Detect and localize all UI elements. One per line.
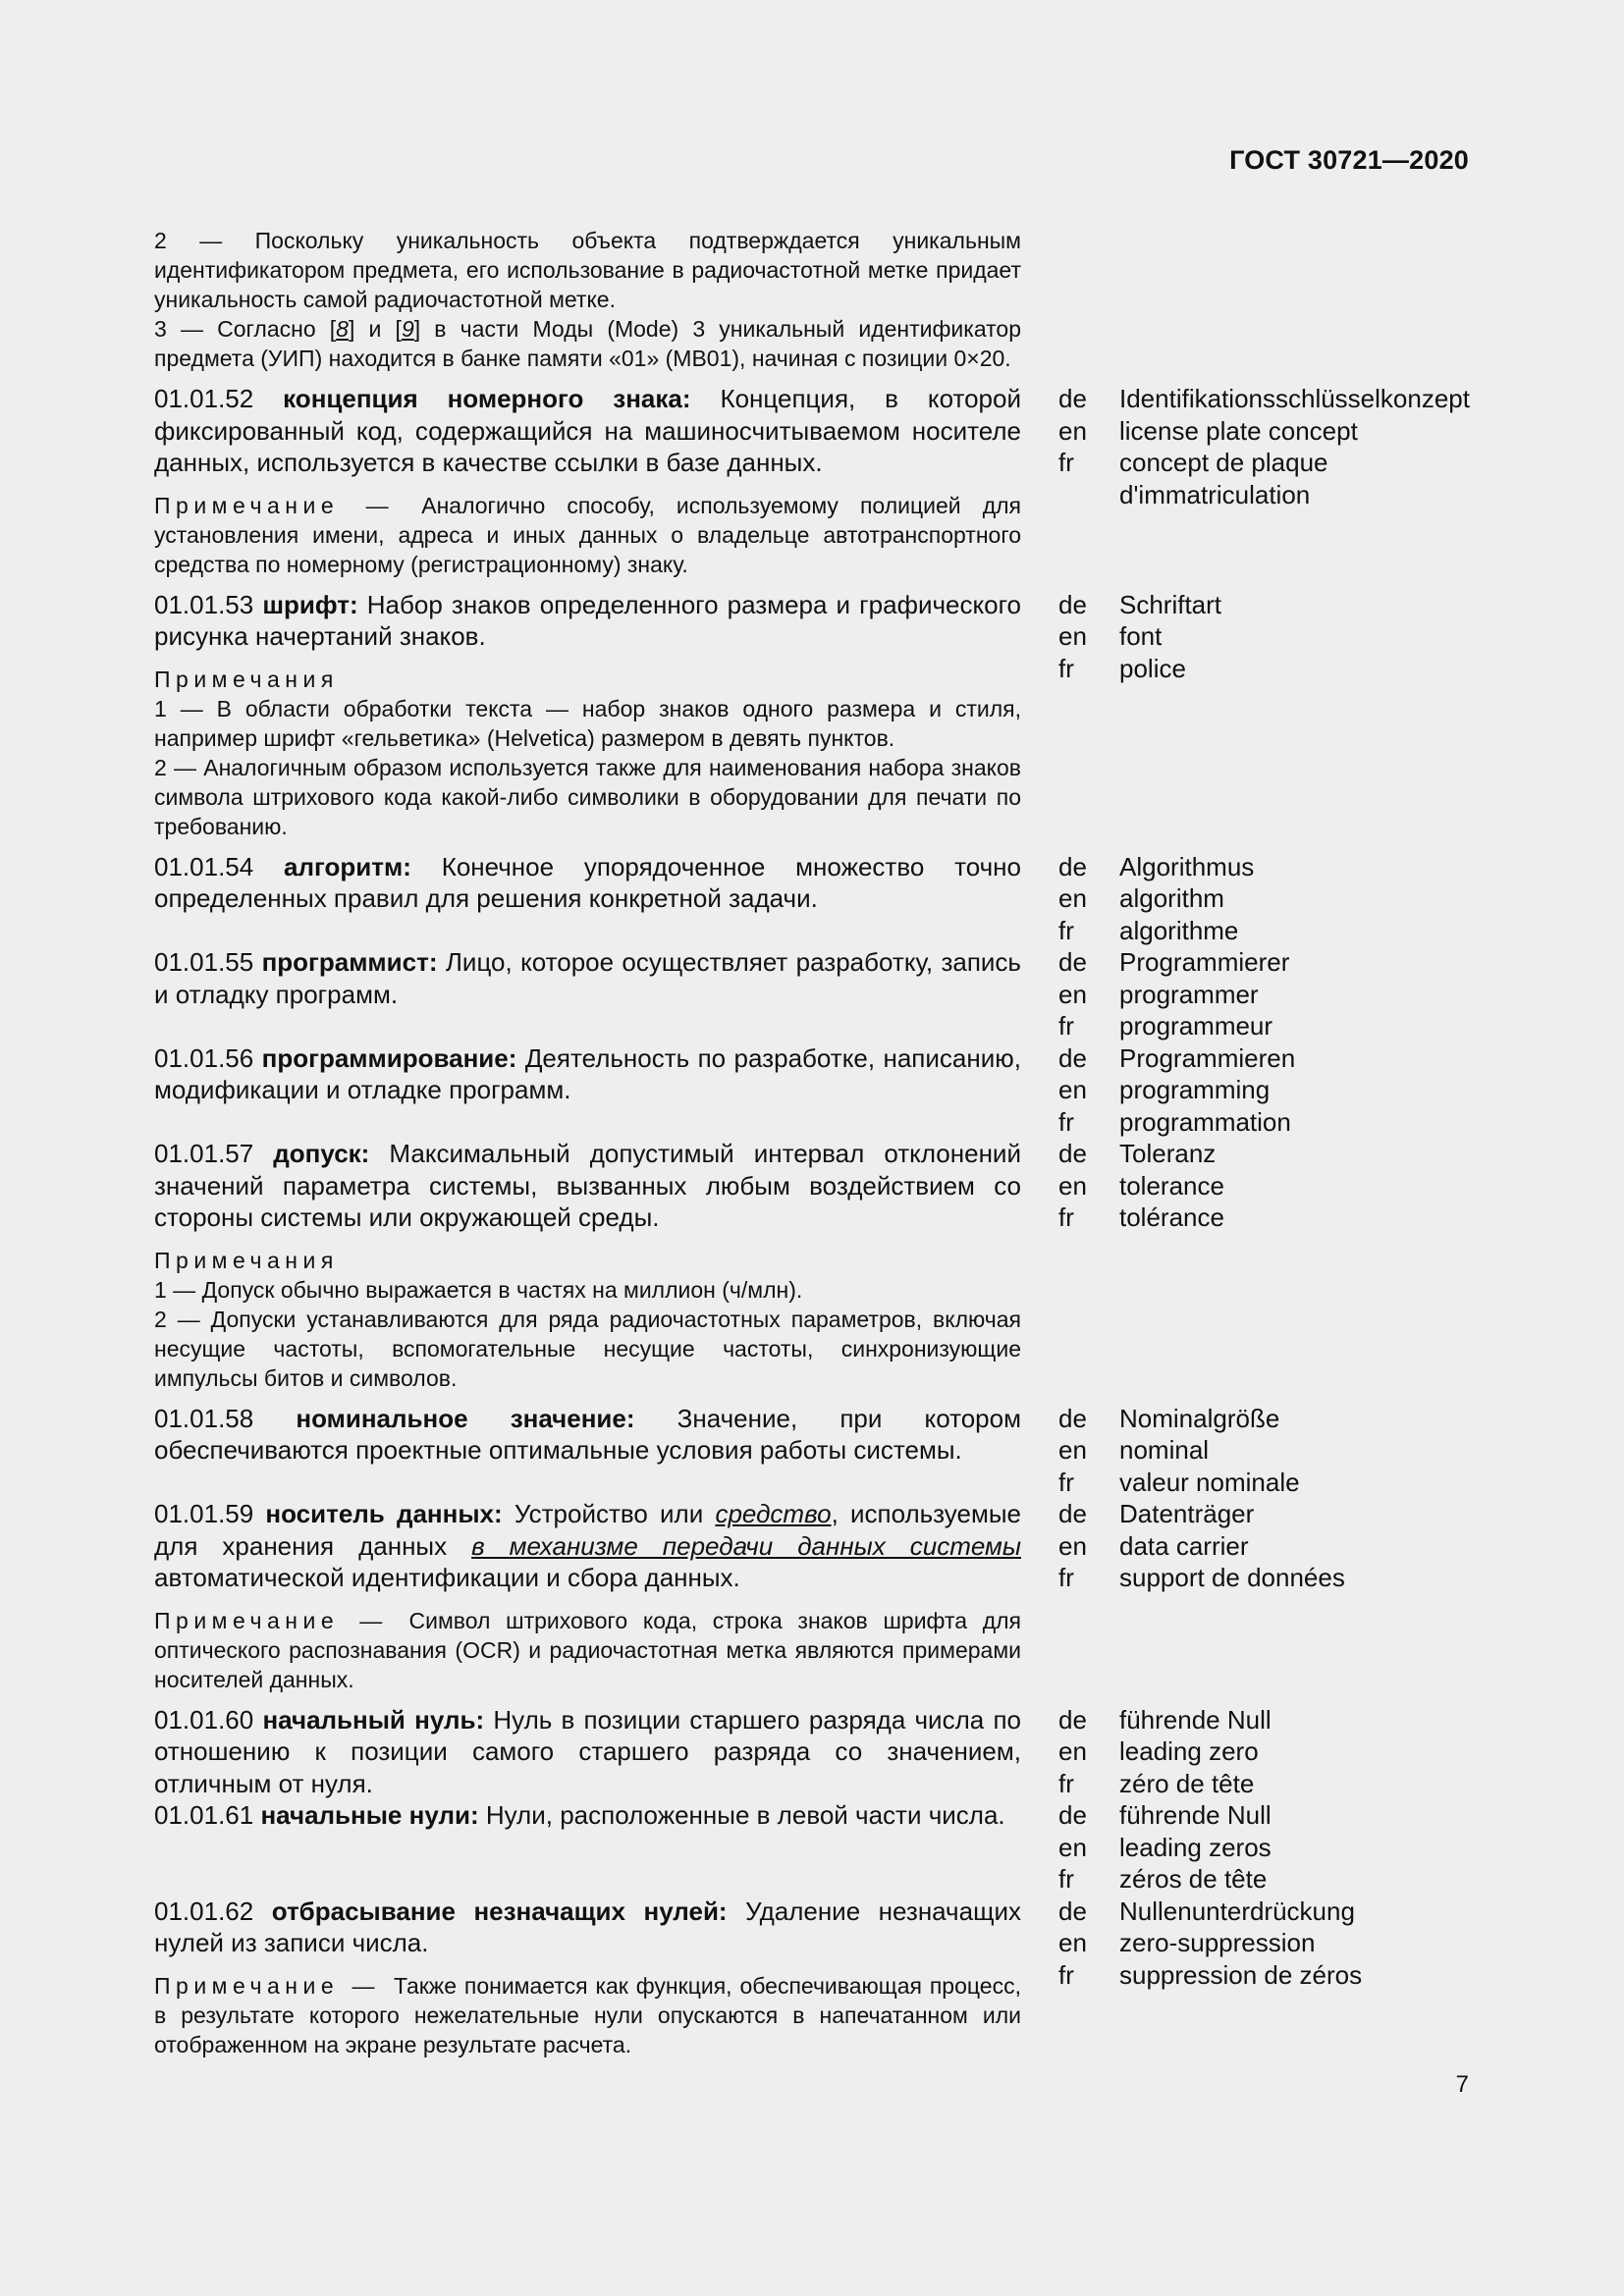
equivalent-row — [1058, 1735, 1471, 1768]
prelude-note: 3 — Согласно [8] и [9] в части Моды (Mode) 3 уникальный идентификатор предмета (УИП) находится в банке памяти «01» (MB01), начиная с позиции 0×20. — [154, 316, 1021, 371]
document-body — [154, 226, 1470, 2069]
equivalent-term: führende Null — [1119, 1800, 1272, 1830]
equivalent-term: algorithme — [1119, 915, 1239, 945]
equivalent-term: programmer — [1119, 979, 1259, 1009]
equivalent-term: führende Null — [1119, 1704, 1272, 1735]
equivalent-term: Identifikationsschlüsselkonzept — [1119, 384, 1470, 413]
equivalent-term: support de données — [1119, 1563, 1345, 1592]
term-name: начальные нули: — [260, 1800, 479, 1830]
equivalent-row — [1058, 383, 1471, 415]
term-definition: 01.01.56 программирование: Деятельность по разработке, написанию, модификации и отладке программ. — [154, 1042, 1021, 1104]
language-code: fr — [1058, 1467, 1074, 1497]
language-code: en — [1058, 621, 1087, 651]
term-note: Примечание — Также понимается как функция, обеспечивающая процесс, в результате которого нежелательные нули опускаются в напечатанном или отображенном на экране результате расчета. — [154, 1972, 1021, 2057]
equivalent-term: programmeur — [1119, 1011, 1273, 1041]
language-code: en — [1058, 1530, 1087, 1561]
term-note: Примечание — Аналогично способу, используемому полицией для установления имени, адреса и иных данных о владельце автотранспортного средства по номерному (регистрационному) знаку. — [154, 492, 1021, 577]
language-code: de — [1058, 947, 1087, 977]
language-code: en — [1058, 883, 1087, 913]
equivalent-row — [1058, 620, 1471, 653]
language-code: en — [1058, 415, 1087, 446]
language-code: fr — [1058, 915, 1074, 945]
term-note — [154, 665, 1021, 841]
language-code: en — [1058, 1435, 1087, 1465]
equivalent-term: nominal — [1119, 1435, 1210, 1465]
equivalent-term: Programmieren — [1119, 1042, 1296, 1073]
language-code: fr — [1058, 1202, 1074, 1232]
reference-link[interactable]: 9 — [401, 316, 414, 342]
term-entry — [154, 589, 1470, 841]
term-equivalents — [1058, 1042, 1471, 1139]
language-code: de — [1058, 384, 1087, 413]
equivalent-row — [1058, 1010, 1471, 1042]
equivalent-row — [1058, 1530, 1471, 1563]
term-number: 01.01.60 — [154, 1704, 254, 1735]
equivalent-row — [1058, 1138, 1471, 1170]
term-number: 01.01.62 — [154, 1896, 254, 1926]
term-number: 01.01.56 — [154, 1042, 254, 1073]
term-entry — [154, 1403, 1470, 1499]
term-entry — [154, 1138, 1470, 1393]
equivalent-term: Toleranz — [1119, 1139, 1217, 1168]
equivalent-row — [1058, 915, 1471, 947]
language-code: en — [1058, 1075, 1087, 1104]
equivalent-term: suppression de zéros — [1119, 1959, 1363, 1990]
language-code: de — [1058, 1403, 1087, 1433]
equivalent-row — [1058, 1106, 1471, 1139]
term-number: 01.01.58 — [154, 1403, 254, 1433]
language-code: en — [1058, 1832, 1087, 1862]
equivalent-row — [1058, 1832, 1471, 1864]
term-entry — [154, 1498, 1470, 1694]
note-label: Примечание — — [154, 1972, 381, 1999]
note-label: Примечания — [154, 666, 339, 692]
language-code: de — [1058, 1800, 1087, 1830]
equivalent-row — [1058, 1403, 1471, 1435]
equivalent-row — [1058, 1434, 1471, 1467]
equivalent-row — [1058, 882, 1471, 915]
term-definition: 01.01.53 шрифт: Набор знаков определенного размера и графического рисунка начертаний знаков. — [154, 589, 1021, 651]
language-code: en — [1058, 979, 1087, 1009]
term-definition: 01.01.52 концепция номерного знака: Концепция, в которой фиксированный код, содержащийся на машиносчитываемом носителе данных, используется в качестве ссылки в базе данных. — [154, 384, 1021, 477]
term-equivalents — [1058, 1704, 1471, 1800]
term-name: концепция номерного знака: — [283, 384, 691, 413]
equivalent-row — [1058, 1498, 1471, 1530]
term-definition: 01.01.57 допуск: Максимальный допустимый интервал отклонений значений параметра системы, вызванных любым воздействием со стороны системы или окружающей среды. — [154, 1139, 1021, 1232]
equivalent-row — [1058, 1467, 1471, 1499]
language-code: en — [1058, 1928, 1087, 1957]
equivalent-row — [1058, 1896, 1471, 1928]
cross-reference-link[interactable]: средство — [715, 1499, 832, 1528]
equivalent-row — [1058, 653, 1471, 685]
term-definition: 01.01.59 носитель данных: Устройство или средство, используемые для хранения данных в механизме передачи данных системы автоматической идентификации и сбора данных. — [154, 1499, 1021, 1592]
term-equivalents — [1058, 1799, 1471, 1896]
equivalent-term: Nominalgröße — [1119, 1403, 1280, 1433]
term-name: носитель данных: — [265, 1499, 503, 1528]
term-entry — [154, 1704, 1470, 1800]
language-code: de — [1058, 1499, 1087, 1528]
equivalent-row — [1058, 1042, 1471, 1075]
equivalent-row — [1058, 1927, 1471, 1959]
equivalent-row — [1058, 415, 1471, 448]
equivalent-row — [1058, 589, 1471, 621]
term-number: 01.01.54 — [154, 851, 254, 881]
equivalent-row — [1058, 851, 1471, 883]
term-definition: 01.01.58 номинальное значение: Значение, при котором обеспечиваются проектные оптимальные условия работы системы. — [154, 1403, 1021, 1465]
language-code: en — [1058, 1170, 1087, 1201]
equivalent-row — [1058, 946, 1471, 979]
equivalent-term: zéro de tête — [1119, 1768, 1255, 1798]
equivalent-row — [1058, 1863, 1471, 1896]
term-entry — [154, 1799, 1470, 1896]
equivalent-row — [1058, 1562, 1471, 1594]
term-number: 01.01.52 — [154, 384, 254, 413]
term-equivalents — [1058, 1896, 1471, 1992]
term-equivalents — [1058, 946, 1471, 1042]
language-code: fr — [1058, 1106, 1074, 1137]
prelude-notes — [154, 226, 1021, 373]
equivalent-term: zero-suppression — [1119, 1928, 1316, 1957]
standard-designation: ГОСТ 30721—2020 — [1229, 145, 1469, 175]
equivalent-term: leading zeros — [1119, 1832, 1272, 1862]
language-code: fr — [1058, 1768, 1074, 1798]
equivalent-term: Datenträger — [1119, 1499, 1255, 1528]
term-equivalents — [1058, 851, 1471, 947]
equivalent-row — [1058, 1768, 1471, 1800]
equivalent-term: tolerance — [1119, 1170, 1224, 1201]
equivalent-row — [1058, 1170, 1471, 1202]
equivalent-term: leading zero — [1119, 1736, 1259, 1766]
term-equivalents — [1058, 1498, 1471, 1594]
reference-link[interactable]: 8 — [336, 316, 349, 342]
language-code: de — [1058, 1896, 1087, 1926]
language-code: fr — [1058, 1563, 1074, 1592]
equivalent-row — [1058, 1799, 1471, 1832]
equivalent-row — [1058, 1074, 1471, 1106]
equivalent-term: license plate concept — [1119, 415, 1358, 446]
equivalent-row — [1058, 1201, 1471, 1234]
term-name: программист: — [261, 947, 438, 977]
equivalent-term: tolérance — [1119, 1202, 1224, 1232]
term-name: программирование: — [261, 1042, 517, 1073]
language-code: de — [1058, 851, 1087, 881]
term-name: шрифт: — [262, 589, 358, 619]
term-definition: 01.01.55 программист: Лицо, которое осуществляет разработку, запись и отладку программ. — [154, 947, 1021, 1009]
term-number: 01.01.55 — [154, 947, 254, 977]
term-entry — [154, 1896, 1470, 2059]
equivalent-term: Programmierer — [1119, 947, 1290, 977]
equivalent-term: concept de plaque d'immatriculation — [1119, 448, 1328, 509]
term-equivalents — [1058, 383, 1471, 510]
term-equivalents — [1058, 1138, 1471, 1234]
equivalent-term: Schriftart — [1119, 589, 1222, 619]
term-entry — [154, 1042, 1470, 1139]
term-number: 01.01.57 — [154, 1139, 254, 1168]
prelude-note: 2 — Поскольку уникальность объекта подтверждается уникальным идентификатором предмета, его использование в радиочастотной метке придает уникальность самой радиочастотной метке. — [154, 228, 1021, 312]
term-entry — [154, 383, 1470, 579]
language-code: de — [1058, 1042, 1087, 1073]
language-code: de — [1058, 1139, 1087, 1168]
term-note: Примечание — Символ штрихового кода, строка знаков шрифта для оптического распознавания (OCR) и радиочастотная метка являются примерами носителей данных. — [154, 1607, 1022, 1692]
language-code: fr — [1058, 448, 1074, 477]
term-name: отбрасывание незначащих нулей: — [271, 1896, 728, 1926]
note-label: Примечания — [154, 1247, 339, 1273]
equivalent-term: Algorithmus — [1119, 851, 1255, 881]
term-entry — [154, 946, 1470, 1042]
equivalent-term: Nullenunterdrückung — [1119, 1896, 1355, 1926]
equivalent-term: valeur nominale — [1119, 1467, 1300, 1497]
equivalent-row — [1058, 1959, 1471, 1992]
language-code: fr — [1058, 1864, 1074, 1894]
term-number: 01.01.53 — [154, 589, 254, 619]
note-item: 1 — Допуск обычно выражается в частях на миллион (ч/млн). — [154, 1276, 803, 1303]
language-code: de — [1058, 589, 1087, 619]
term-name: алгоритм: — [284, 851, 411, 881]
equivalent-row — [1058, 1704, 1471, 1736]
language-code: fr — [1058, 1959, 1074, 1990]
term-number: 01.01.61 — [154, 1800, 254, 1830]
term-definition: 01.01.62 отбрасывание незначащих нулей: Удаление незначащих нулей из записи числа. — [154, 1896, 1021, 1957]
term-entry — [154, 851, 1470, 947]
cross-reference-link[interactable]: в механизме передачи данных системы — [471, 1530, 1021, 1561]
note-item: 2 — Аналогичным образом используется также для наименования набора знаков символа штрихового кода какой-либо символики в оборудовании для печати по требованию. — [154, 754, 1021, 839]
language-code: fr — [1058, 1011, 1074, 1041]
equivalent-term: data carrier — [1119, 1530, 1249, 1561]
term-equivalents — [1058, 589, 1471, 685]
equivalent-term: programming — [1119, 1075, 1271, 1104]
equivalent-term: programmation — [1119, 1106, 1291, 1137]
equivalent-term: police — [1119, 653, 1186, 683]
term-name: допуск: — [273, 1139, 370, 1168]
term-name: номинальное значение: — [296, 1403, 635, 1433]
term-definition: 01.01.60 начальный нуль: Нуль в позиции старшего разряда числа по отношению к позиции самого старшего разряда со значением, отличным от нуля. — [154, 1704, 1021, 1798]
term-definition: 01.01.61 начальные нули: Нули, расположенные в левой части числа. — [154, 1800, 1005, 1830]
language-code: fr — [1058, 653, 1074, 683]
language-code: en — [1058, 1736, 1087, 1766]
note-item: 2 — Допуски устанавливаются для ряда радиочастотных параметров, включая несущие частоты, вспомогательные несущие частоты, синхронизующие импульсы битов и символов. — [154, 1306, 1021, 1391]
term-number: 01.01.59 — [154, 1499, 254, 1528]
page-number: 7 — [1455, 2071, 1469, 2098]
term-note — [154, 1246, 1021, 1393]
equivalent-term: font — [1119, 621, 1163, 651]
note-item: 1 — В области обработки текста — набор знаков одного размера и стиля, например шрифт «гельветика» (Helvetica) размером в девять пунктов. — [154, 695, 1021, 751]
term-equivalents — [1058, 1403, 1471, 1499]
equivalent-term: zéros de tête — [1119, 1864, 1268, 1894]
term-name: начальный нуль: — [262, 1704, 485, 1735]
language-code: de — [1058, 1704, 1087, 1735]
equivalent-term: algorithm — [1119, 883, 1224, 913]
note-label: Примечание — — [154, 492, 395, 518]
note-label: Примечание — — [154, 1607, 388, 1633]
term-definition: 01.01.54 алгоритм: Конечное упорядоченное множество точно определенных правил для решения конкретной задачи. — [154, 851, 1021, 913]
equivalent-row — [1058, 447, 1471, 510]
equivalent-row — [1058, 979, 1471, 1011]
